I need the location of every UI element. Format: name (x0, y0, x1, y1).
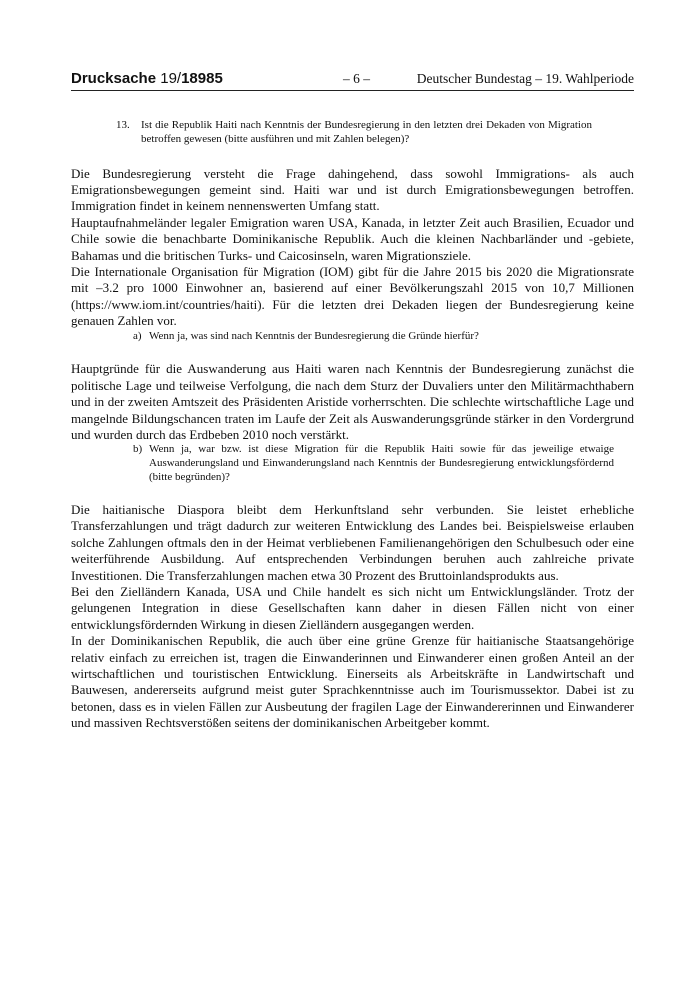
question-marker: b) (133, 443, 143, 456)
page-body (71, 119, 634, 732)
question-13a (133, 330, 634, 344)
question-13b (133, 443, 634, 484)
answer-paragraph: Hauptaufnahmeländer legaler Emigration waren USA, Kanada, in letzter Zeit auch Brasilien, Ecuador und Chile sowie die benachbarte Dominikanische Republik. Auch die kleinen Nachbarländer und -gebiete, Bahamas und die britischen Turks- und Caicosinseln, waren Migrationsziele. (71, 214, 634, 263)
document-number-value: 19/18985 (160, 70, 223, 87)
question-13 (116, 119, 634, 147)
question-text: Ist die Republik Haiti nach Kenntnis der Bundesregierung in den letzten drei Dekaden von Migration betroffen gewesen (bitte ausführen und mit Zahlen belegen)? (141, 119, 592, 145)
page-number: – 6 – (343, 71, 370, 86)
document-number (71, 70, 223, 87)
header-rule (71, 90, 634, 91)
question-text: Wenn ja, was sind nach Kenntnis der Bundesregierung die Gründe hierfür? (149, 329, 479, 342)
answer-paragraph: In der Dominikanischen Republik, die auch über eine grüne Grenze für haitianische Staatsangehörige relativ einfach zu erreichen ist, tragen die Einwanderinnen und Einwanderer einen großen Anteil an der wirtschaftlichen und touristischen Entwicklung. Einerseits als Arbeitskräfte in Landwirtschaft und Bauwesen, andererseits aufgrund meist guter Sprachkenntnisse auch im Tourismussektor. Dabei ist zu betonen, dass es in vielen Fällen zur Ausbeutung der fragilen Lage der Einwandererinnen und Einwanderer und massiven Rechtsverstößen seitens der dominikanischen Arbeitgeber kommt. (71, 633, 634, 731)
question-marker: a) (133, 329, 142, 342)
answer-paragraph: Bei den Zielländern Kanada, USA und Chile handelt es sich nicht um Entwicklungsländer. Trotz der gelungenen Integration in diese Gesellschaften kann daher in diesen Fällen nicht von einer entwicklungsfördernden Wirkung in diesen Zielländern ausgegangen werden. (71, 583, 634, 632)
question-text: Wenn ja, war bzw. ist diese Migration für die Republik Haiti sowie für das jeweilige etwaige Auswanderungsland und Einwanderungsland nach Kenntnis der Bundesregierung entwicklungsfördernd (bitte begründen)? (149, 443, 614, 484)
answer-paragraph: Die haitianische Diaspora bleibt dem Herkunftsland sehr verbunden. Sie leistet erhebliche Transferzahlungen und trägt dadurch zur weiteren Entwicklung des Landes bei. Beispielsweise erlauben solche Zahlungen oftmals den in der Heimat verbliebenen Familienangehörigen den Schulbesuch oder eine weiterführende Ausbildung. Auf entsprechenden Verbindungen beruhen auch zahlreiche private Investitionen. Die Transferzahlungen machen etwa 30 Prozent des Bruttoinlandsprodukts aus. (71, 501, 634, 583)
page-header (71, 70, 634, 90)
institution-label: Deutscher Bundestag – 19. Wahlperiode (416, 71, 634, 86)
answer-paragraph: Hauptgründe für die Auswanderung aus Haiti waren nach Kenntnis der Bundesregierung zunächst die politische Lage und teilweise Verfolgung, die nach dem Sturz der Duvaliers unter den Militärmachthabern und in der zweiten Amtszeit des Präsidenten Aristide vorherrschten. Die schlechte wirtschaftliche Lage und mangelnde Bildungschancen traten im Laufe der Zeit als Auswanderungsgründe stärker in den Vordergrund und wurden durch das Erdbeben 2010 noch verstärkt. (71, 361, 634, 443)
answer-paragraph: Die Bundesregierung versteht die Frage dahingehend, dass sowohl Immigrations- als auch Emigrationsbewegungen gemeint sind. Haiti war und ist durch Emigrationsbewegungen betroffen. Immigration findet in keinem nennenswerten Umfang statt. (71, 165, 634, 214)
question-marker: 13. (116, 119, 130, 131)
answer-paragraph: Die Internationale Organisation für Migration (IOM) gibt für die Jahre 2015 bis 2020 die Migrationsrate mit –3.2 pro 1000 Einwohner an, basierend auf einer Bevölkerungszahl 2015 von 10,7 Millionen (https://www.iom.int/countries/haiti). Für die letzten drei Dekaden liegen der Bundesregierung keine genauen Zahlen vor. (71, 264, 634, 329)
document-label: Drucksache (71, 70, 157, 87)
